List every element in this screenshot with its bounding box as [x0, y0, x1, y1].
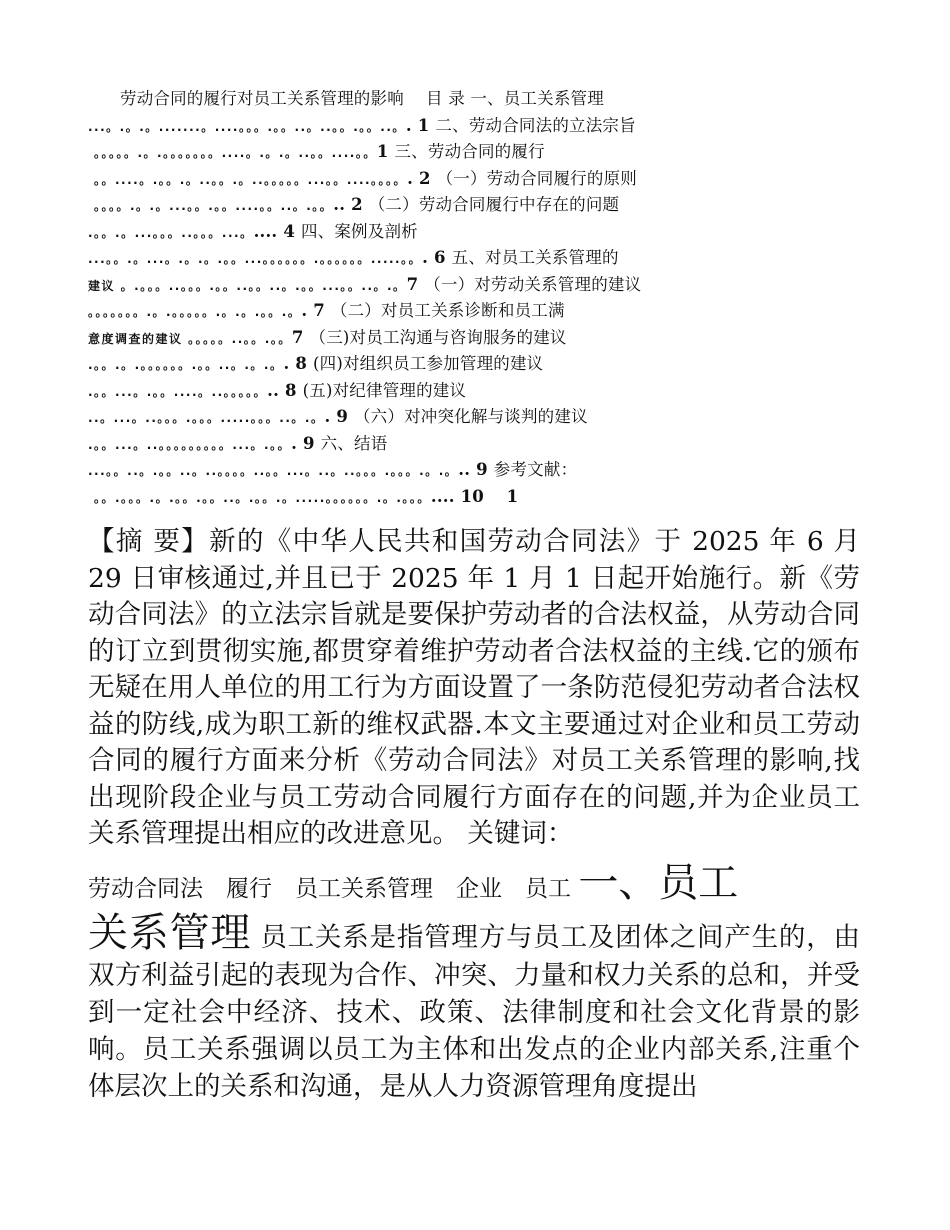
toc-text: 二、劳动合同法的立法宗旨: [435, 115, 636, 135]
toc-leader: 。。.。。。.。.。。.。。..。.。。.。.....。。。。。。.。.。。。: [94, 490, 431, 505]
toc-page-number: . 6: [422, 248, 452, 267]
toc-page-number: . 9: [291, 433, 321, 453]
toc-line: [88, 245, 860, 272]
section-body-paragraph: [88, 909, 860, 1105]
toc-text: （六）对冲突化解与谈判的建议: [353, 407, 588, 426]
section-heading: 一、员工: [578, 859, 739, 906]
toc-leader: .。。...。.。。....。..。。。。。: [88, 384, 268, 399]
keywords-text: 劳动合同法 履行 员工关系管理 企业 员工: [88, 875, 579, 902]
toc-line: [88, 166, 860, 193]
toc-leader: 。。。。。.。.。。。。。。。....。.。.。..。。....。。: [94, 146, 377, 160]
toc-text: (四)对组织员工参加管理的建议: [313, 354, 544, 373]
toc-line: [88, 86, 860, 113]
toc-page-number: 7: [291, 327, 310, 347]
toc-line: [88, 219, 860, 246]
toc-page-number: .... 4: [253, 221, 301, 241]
toc-text: （三)对员工沟通与咨询服务的建议: [309, 327, 567, 347]
toc-text: 参考文献：: [493, 460, 578, 479]
toc-leader: .。。.。.。。。。。。.。。..。.。.。: [88, 358, 284, 372]
toc-leader: ...。。.。...。.。.。.。。...。。。。。。.。。。。。。.....。。: [88, 252, 423, 266]
toc-line: [88, 192, 860, 219]
toc-text: 三、劳动合同的履行: [394, 142, 545, 161]
section-body-text: 员工关系是指管理方与员工及团体之间产生的，由双方利益引起的表现为合作、冲突、力量和权力关系的总和，并受到一定社会中经济、技术、政策、法律制度和社会文化背景的影响。员工关系强调以员工为主体和出发点的企业内部关系,注重个体层次上的关系和沟通，是从人力资源管理角度提出: [88, 921, 860, 1102]
toc-line: [88, 404, 860, 431]
toc-text: 五、对员工关系管理的: [451, 248, 619, 267]
toc-page-number: . 1: [405, 115, 436, 135]
toc-text: 四、案例及剖析: [300, 221, 418, 241]
toc-text: （一）对劳动关系管理的建议: [424, 274, 642, 294]
toc-line: [88, 431, 860, 458]
toc-page-number: 7: [406, 274, 425, 294]
toc-line: [88, 325, 860, 352]
toc-page-number: .. 8: [267, 380, 303, 400]
toc-line: [88, 272, 860, 299]
toc-leader: ...。。..。.。。..。..。。。。..。。...。..。..。。。.。。。.。.。: [88, 464, 459, 478]
toc-page-number: . 9: [324, 407, 354, 426]
toc-text: （一）劳动合同履行的原则: [436, 168, 637, 188]
toc-text: (五)对纪律管理的建议: [302, 380, 467, 400]
toc-line: [88, 484, 860, 511]
section-heading: 关系管理: [88, 909, 252, 956]
toc-page-number: . 2: [407, 168, 437, 188]
toc-text: （二）劳动合同履行中存在的问题: [368, 195, 620, 214]
toc-line: [88, 378, 860, 405]
toc-page-number: .. 2: [333, 195, 369, 214]
toc-leader: 。。....。.。。.。..。。.。..。。。。。...。。....。。。。: [94, 172, 408, 187]
toc-text: 六、结语: [320, 433, 388, 453]
table-of-contents: [88, 86, 860, 510]
toc-leader: 建议 。.。。。..。。。.。。..。。..。.。。...。。..。.。: [88, 278, 407, 293]
toc-text: （二）对员工关系诊断和员工满: [330, 301, 565, 320]
toc-leader: .。。...。..。。。。。。。。。...。.。。: [88, 437, 292, 452]
abstract-text: 【摘 要】新的《中华人民共和国劳动合同法》于 2025 年 6 月 29 日审核通过,并且已于 2025 年 1 月 1 日起开始施行。新《劳动合同法》的立法宗旨就是要保护劳动者的合法权益，从劳动合同的订立到贯彻实施,都贯穿着维护劳动者合法权益的主线.它的颁布无疑在用人单位的用工行为方面设置了一条防范侵犯劳动者合法权益的防线,成为职工新的维权武器.本文主要通过对企业和员工劳动合同的履行方面来分析《劳动合同法》对员工关系管理的影响,找出现阶段企业与员工劳动合同履行方面存在的问题,并为企业员工关系管理提出相应的改进意见。 关键词：: [88, 526, 860, 849]
toc-page-number: .. 9: [458, 460, 494, 479]
toc-page-number: 1: [376, 142, 395, 161]
document-page: [88, 86, 860, 1105]
toc-leader: 意度调查的建议 。。。。。..。。.。。: [88, 331, 292, 346]
toc-leader: .。。.。...。。。..。。。...。: [88, 225, 254, 240]
keywords-line: [88, 859, 860, 909]
toc-leader: ...。.。.。.......。....。。。.。。..。..。。.。。..。: [88, 119, 406, 134]
toc-leader: 。。。。.。.。...。。.。。....。。..。.。。: [94, 199, 334, 213]
toc-page-number: .... 10 1: [430, 486, 519, 506]
toc-page-number: . 7: [301, 301, 331, 320]
toc-line: [88, 457, 860, 484]
toc-line: [88, 351, 860, 378]
toc-line: [88, 139, 860, 166]
toc-leader: ..。...。..。。。.。。。.....。。。..。.。: [88, 411, 325, 425]
toc-line: [88, 298, 860, 325]
toc-line: [88, 113, 860, 140]
toc-text: 劳动合同的履行对员工关系管理的影响 目 录 一、员工关系管理: [120, 89, 604, 108]
abstract-paragraph: [88, 524, 860, 853]
toc-page-number: . 8: [283, 354, 313, 373]
toc-leader: 。。。。。。。.。.。。。。。.。.。.。。.。: [88, 305, 302, 319]
